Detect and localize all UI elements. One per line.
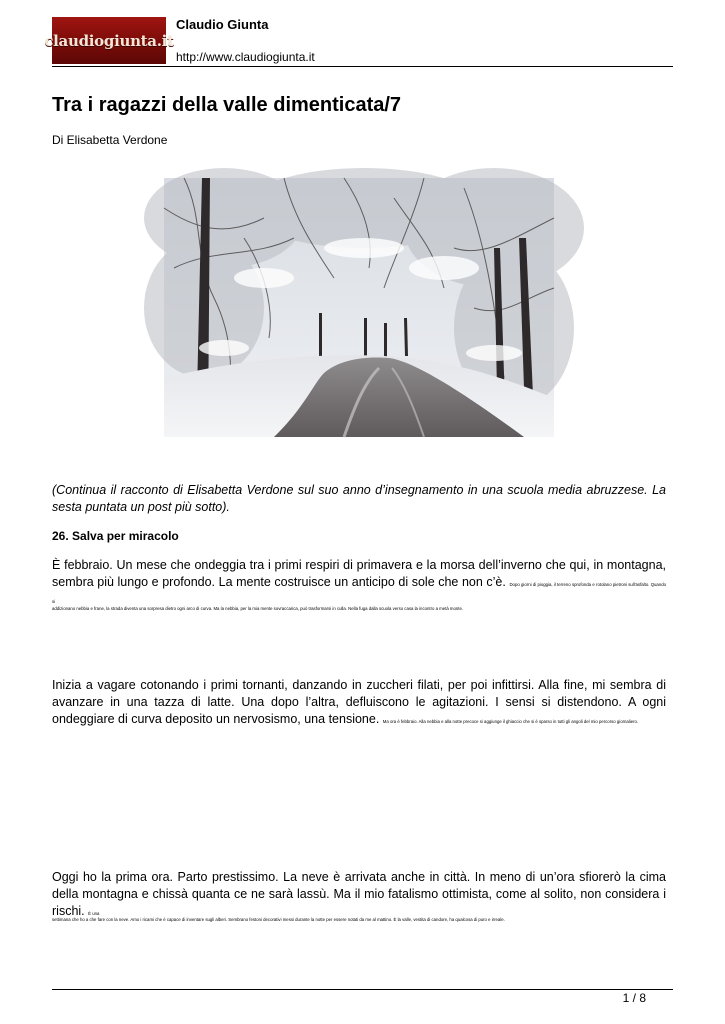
article-photo-snowy-road	[164, 178, 554, 437]
page-indicator: 1 / 8	[622, 991, 646, 1005]
paragraph-1-tiny-text: Dopo giorni di pioggia, il terreno sprofonda e rotolano pietroni sull'asfalto. Quando si	[52, 582, 666, 604]
site-name: Claudio Giunta	[176, 17, 269, 32]
paragraph-3-tiny-overflow: settimana che ho a che fare con la neve. Amo i ricami che è capace di inventare sugli alberi. Sembrano festoni decorativi messi durante la notte per essere notati da me al mattino. È la valle, vestita di candore, ha qualcosa di puro e irreale.	[52, 917, 505, 922]
header-divider	[52, 66, 673, 67]
logo-text: claudiogiunta.it	[44, 31, 174, 50]
paragraph-2-text: Inizia a vagare cotonando i primi tornanti, danzando in zuccheri filati, per poi infittirsi. Alla fine, mi sembra di avanzare in una tazza di latte. Una dopo l’altra, defluiscono le agitazioni. I sensi si distendono. A ogni ondeggiare di curva deposito un nervosismo, una tensione.	[52, 678, 666, 726]
site-logo[interactable]	[44, 17, 174, 64]
paragraph-1	[52, 557, 666, 608]
paragraph-3-text: Oggi ho la prima ora. Parto prestissimo. La neve è arrivata anche in città. In meno di un’ora sfiorerò la cima della montagna e chissà quanta ce ne sarà lassù. Ma il mio fatalismo ottimista, come al solito, non considera i rischi.	[52, 870, 666, 918]
paragraph-1-tiny-overflow: addizionano nebbia e frane, la strada diventa una sorpresa dietro ogni arco di curva. Ma la nebbia, per la mia mente sovraccarica, può trasformarsi in culla. Nella fuga dalla scuola verso casa la incontro a metà monte.	[52, 606, 464, 611]
footer-divider	[52, 989, 673, 990]
paragraph-2	[52, 677, 666, 728]
section-heading: 26. Salva per miracolo	[52, 529, 179, 543]
paragraph-2-tiny-text: Ma ora è febbraio. Alla nebbia e alla notte precoce si aggiunge il ghiaccio che si è sparso in tutti gli angoli del mio percorso giornaliero.	[382, 719, 639, 724]
article-intro: (Continua il racconto di Elisabetta Verdone sul suo anno d’insegnamento in una scuola media abruzzese. La sesta puntata un post più sotto).	[52, 483, 666, 514]
site-url[interactable]: http://www.claudiogiunta.it	[176, 50, 315, 64]
paragraph-3	[52, 869, 666, 920]
paragraph-1-text: È febbraio. Un mese che ondeggia tra i primi respiri di primavera e la morsa dell’inverno che qui, in montagna, sembra più lungo e profondo. La mente costruisce un anticipo di sole che non c’è.	[52, 558, 666, 589]
paragraph-3-tiny-text: È una	[88, 911, 100, 916]
article-title: Tra i ragazzi della valle dimenticata/7	[52, 94, 402, 116]
article-byline: Di Elisabetta Verdone	[52, 133, 168, 147]
